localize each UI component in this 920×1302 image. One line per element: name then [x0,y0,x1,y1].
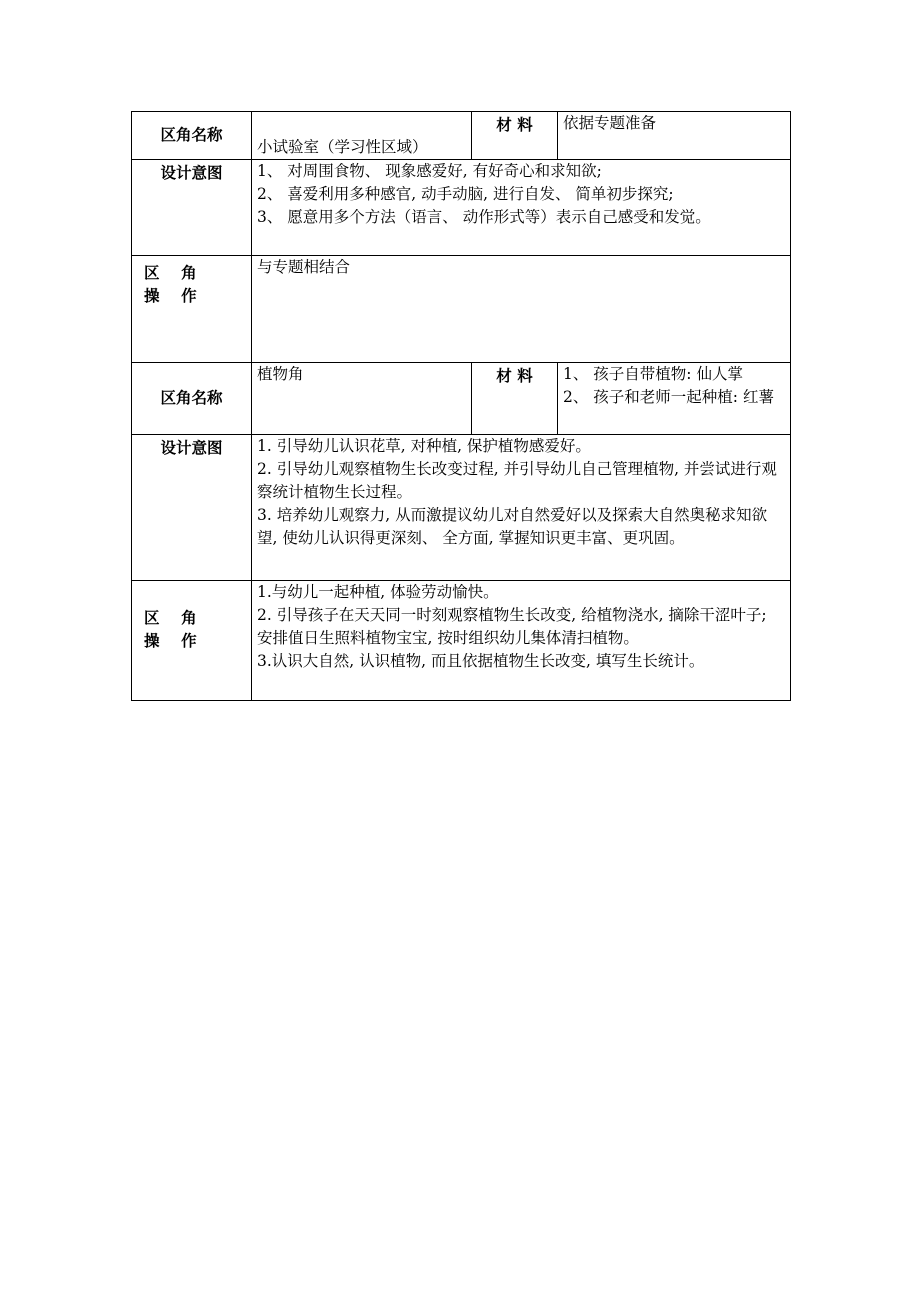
operation-label-line-2: 操 作 [144,632,197,650]
material-line: 2、 孩子和老师一起种植: 红薯 [563,388,774,406]
corner-name-value: 植物角 [252,363,472,435]
design-line: 2、 喜爱利用多种感官, 动手动脑, 进行自发、 简单初步探究; [257,185,674,203]
material-value [558,112,791,160]
corner-name-label: 区角名称 [132,112,252,160]
corner-operation-content [252,581,791,701]
design-line: 1、 对周围食物、 现象感爱好, 有好奇心和求知欲; [257,162,602,180]
corner-name-value: 小试验室（学习性区域） [252,112,472,160]
corner-operation-label [132,256,252,363]
operation-line: 与专题相结合 [257,258,351,276]
material-label: 材 料 [472,363,558,435]
material-line: 依据专题准备 [563,114,657,132]
corner-operation-label [132,581,252,701]
design-line: 3. 培养幼儿观察力, 从而激提议幼儿对自然爱好以及探索大自然奥秘求知欲望, 使幼儿认识得更深刻、 全方面, 掌握知识更丰富、更巩固。 [257,506,768,547]
section-1-ops-row [132,256,791,363]
design-intent-content [252,160,791,256]
operation-label-line-2: 操 作 [144,287,197,305]
section-2-design-row [132,435,791,581]
corner-activity-table [131,111,791,701]
corner-operation-content [252,256,791,363]
operation-line: 3.认识大自然, 认识植物, 而且依据植物生长改变, 填写生长统计。 [257,652,705,670]
section-1-design-row [132,160,791,256]
design-intent-label: 设计意图 [132,435,252,581]
operation-line: 2. 引导孩子在天天同一时刻观察植物生长改变, 给植物浇水, 摘除干涩叶子; 安排值日生照料植物宝宝, 按时组织幼儿集体清扫植物。 [257,606,767,647]
section-2-name-row [132,363,791,435]
material-label: 材 料 [472,112,558,160]
design-intent-label: 设计意图 [132,160,252,256]
operation-label-line-1: 区 角 [144,609,197,627]
section-1-name-row [132,112,791,160]
section-2-ops-row [132,581,791,701]
material-line: 1、 孩子自带植物: 仙人掌 [563,365,743,383]
design-line: 1. 引导幼儿认识花草, 对种植, 保护植物感爱好。 [257,437,591,455]
design-line: 2. 引导幼儿观察植物生长改变过程, 并引导幼儿自己管理植物, 并尝试进行观察统计植物生长过程。 [257,460,777,501]
design-line: 3、 愿意用多个方法（语言、 动作形式等）表示自己感受和发觉。 [257,208,711,226]
design-intent-content [252,435,791,581]
operation-line: 1.与幼儿一起种植, 体验劳动愉快。 [257,583,499,601]
material-value [558,363,791,435]
corner-name-label: 区角名称 [132,363,252,435]
operation-label-line-1: 区 角 [144,264,197,282]
